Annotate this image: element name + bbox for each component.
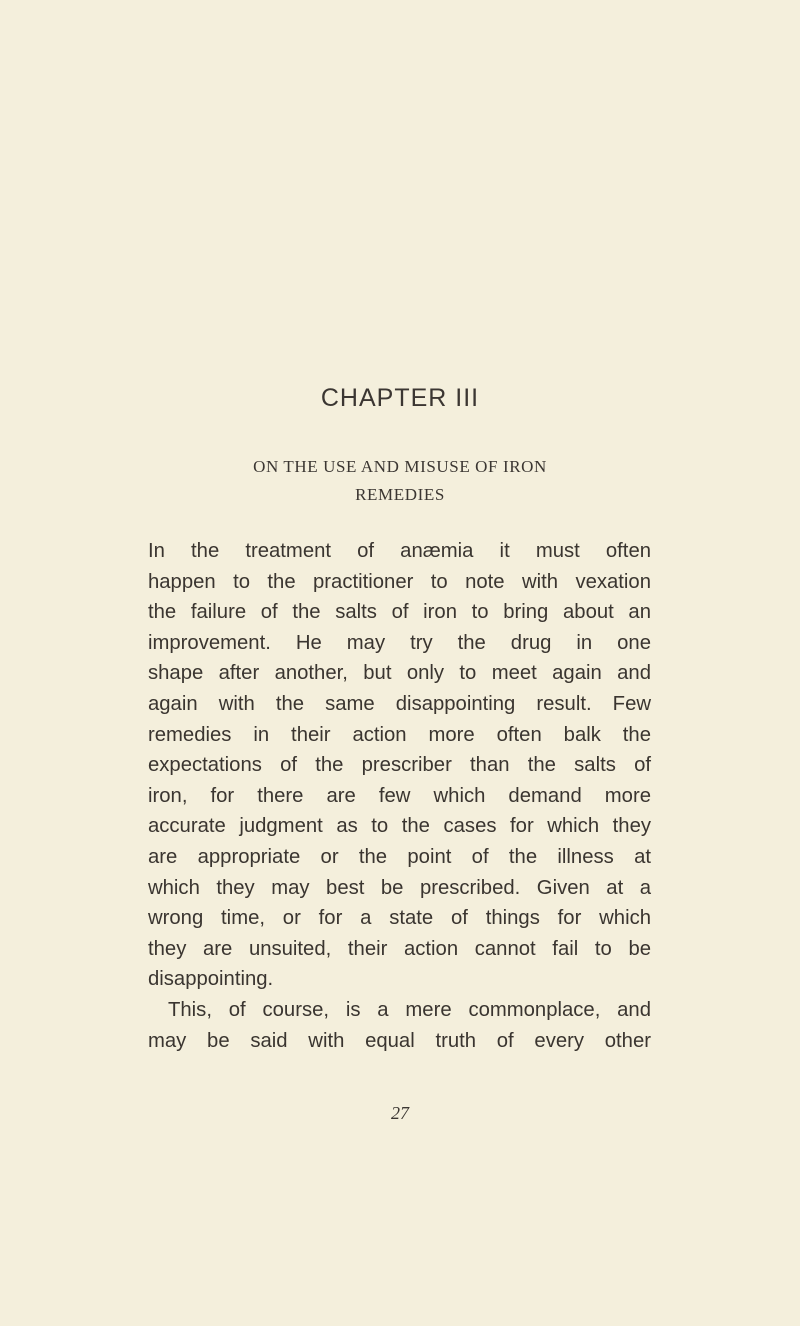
- text-line: may be said with equal truth of every other: [148, 1029, 651, 1052]
- text-line: iron, for there are few which demand more: [148, 784, 651, 807]
- text-line: disappointing.: [148, 968, 274, 991]
- text-line: happen to the practitioner to note with vexation: [148, 570, 651, 593]
- subtitle-line: REMEDIES: [355, 485, 445, 504]
- text-line: accurate judgment as to the cases for which they: [148, 815, 651, 838]
- text-line: wrong time, or for a state of things for which: [148, 907, 651, 930]
- text-line: This, of course, is a mere commonplace, and: [168, 998, 651, 1021]
- body-paragraph: [148, 536, 651, 1056]
- text-line: improvement. He may try the drug in one: [148, 631, 651, 654]
- chapter-heading: CHAPTER III: [320, 384, 480, 412]
- text-line: In the treatment of anæmia it must often: [148, 540, 651, 562]
- text-line: remedies in their action more often balk the: [148, 723, 651, 746]
- text-line: the failure of the salts of iron to bring about an: [148, 601, 651, 624]
- text-line: expectations of the prescriber than the salts of: [148, 754, 651, 777]
- subtitle-line: ON THE USE AND MISUSE OF IRON: [253, 457, 547, 476]
- text-line: are appropriate or the point of the illness at: [148, 845, 651, 868]
- text-line: which they may best be prescribed. Given at a: [148, 876, 651, 899]
- page-number: 27: [391, 1103, 409, 1123]
- text-line: they are unsuited, their action cannot fail to be: [148, 937, 651, 960]
- chapter-subtitle: [0, 453, 800, 509]
- text-line: shape after another, but only to meet again and: [148, 662, 651, 685]
- text-line: again with the same disappointing result. Few: [148, 692, 651, 715]
